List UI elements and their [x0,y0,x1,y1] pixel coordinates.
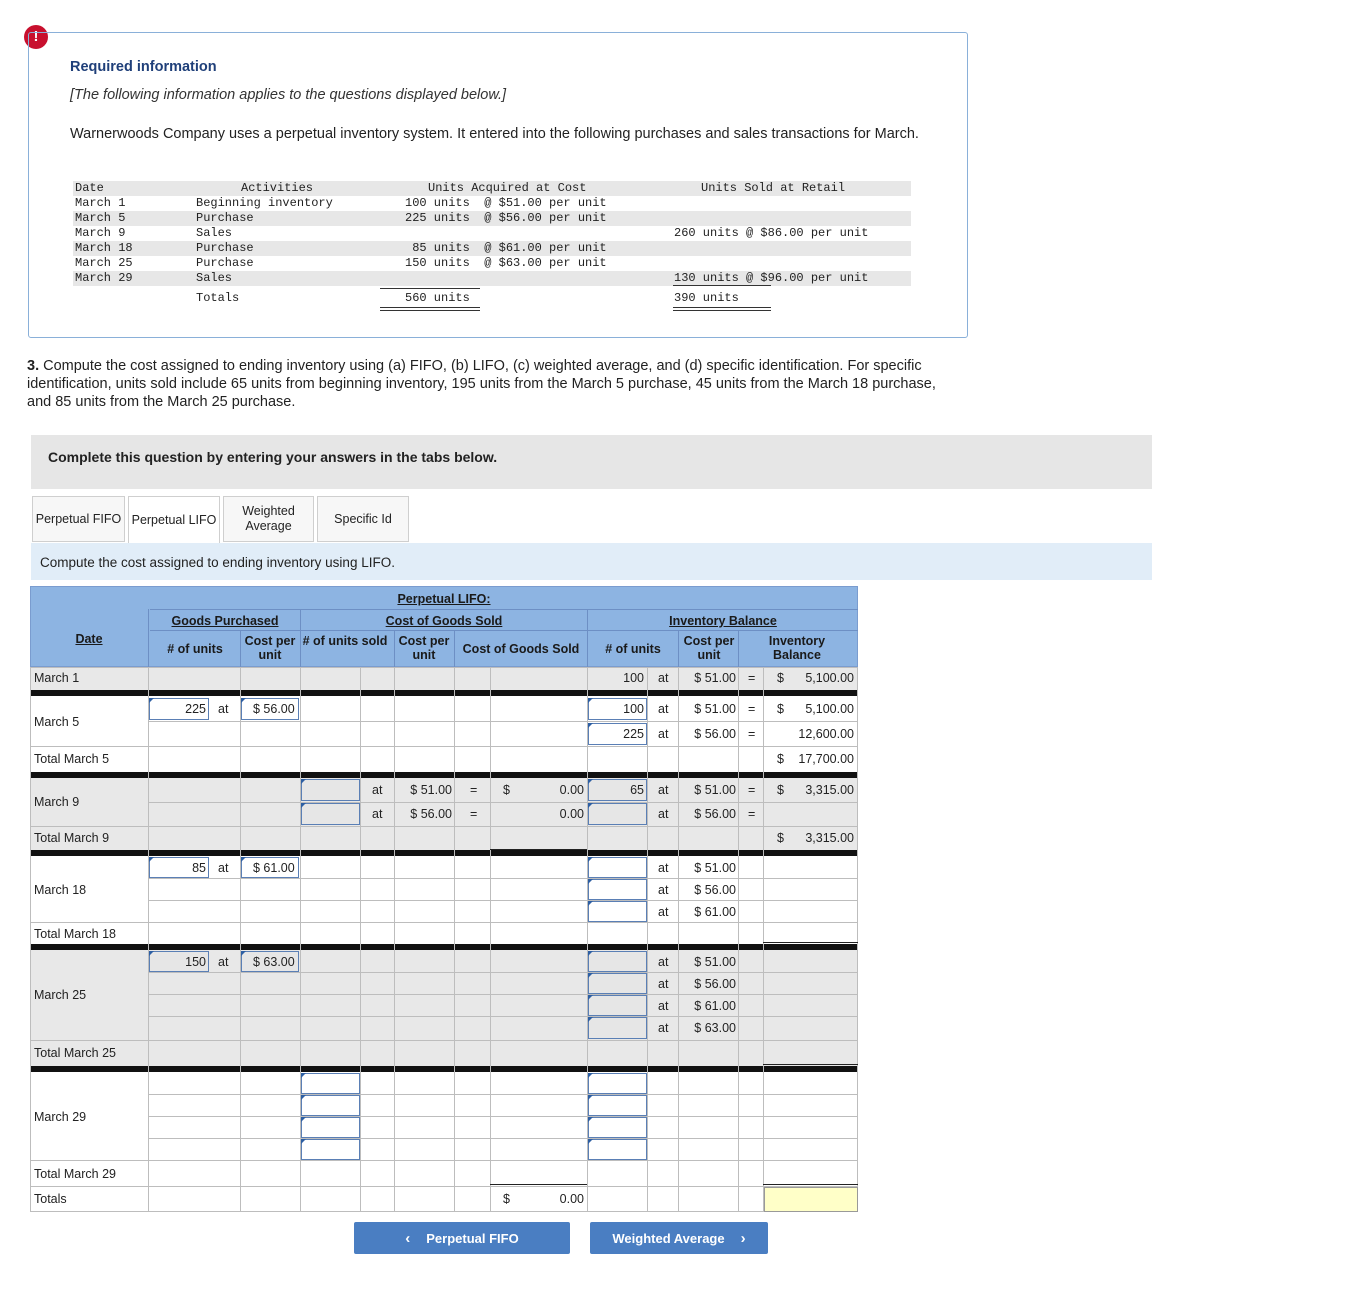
equals-label: = [470,783,478,797]
col-inv-cost-header: Cost per unit [683,634,735,662]
at-label: at [658,861,669,875]
trans-header-acquired: Units Acquired at Cost [428,181,587,195]
at-label: at [658,1021,669,1035]
trans-totals-sold: 390 units [674,291,739,305]
dollar-label: $ [777,831,784,845]
inventory-balance: 3,315.00 [805,783,854,797]
inventory-units-input[interactable] [588,1017,647,1039]
inventory-cost: $ 56.00 [694,883,736,897]
row-label: March 9 [34,795,80,809]
inventory-balance: 12,600.00 [798,727,854,741]
row-label: March 29 [34,1110,87,1124]
at-label: at [218,861,229,875]
at-label: at [658,977,669,991]
col-date-header: Date [75,632,103,646]
cogs-cost: $ 51.00 [410,783,452,797]
trans-row-date: March 25 [75,256,133,270]
inventory-units-input[interactable] [588,1095,647,1116]
at-label: at [658,807,669,821]
trans-row-activity: Sales [196,271,233,285]
total-inventory-balance: 17,700.00 [798,752,854,766]
inventory-units-input[interactable] [588,1073,647,1094]
inventory-cost: $ 56.00 [694,727,736,741]
units-sold-input[interactable] [301,1117,360,1138]
table-title: Perpetual LIFO: [397,592,491,606]
row-label: Total March 29 [34,1167,116,1181]
inventory-units: 100 [623,702,644,716]
col-inv-units-header: # of units [605,642,661,656]
cogs-amount: 0.00 [559,783,584,797]
trans-row-activity: Beginning inventory [196,196,333,210]
at-label: at [658,883,669,897]
row-label: March 18 [34,883,87,897]
equals-label: = [748,702,756,716]
inventory-units-input[interactable] [588,803,647,825]
trans-row-date: March 9 [75,226,126,240]
trans-row-activity: Purchase [196,256,254,270]
equals-label: = [470,807,478,821]
ending-inventory-total-input[interactable] [764,1187,858,1212]
row-label: March 25 [34,988,87,1002]
purchase-units: 85 [192,861,206,875]
trans-row-acquired: 225 units @ $56.00 per unit [405,211,607,225]
inventory-units: 225 [623,727,644,741]
dollar-label: $ [777,752,784,766]
purchase-cost: $ 56.00 [253,702,295,716]
col-pur-cost-header: Cost per unit [244,634,296,662]
at-label: at [372,783,383,797]
trans-totals-label: Totals [196,291,240,305]
inventory-cost: $ 51.00 [694,955,736,969]
inventory-cost: $ 51.00 [694,671,736,685]
col-pur-units-header: # of units [167,642,223,656]
inventory-units: 65 [630,783,644,797]
inventory-units: 100 [623,671,644,685]
inventory-cost: $ 56.00 [694,977,736,991]
trans-header-activities: Activities [241,181,314,195]
trans-row-date: March 18 [75,241,133,255]
equals-label: = [748,727,756,741]
row-label: March 1 [34,671,80,685]
at-label: at [218,702,229,716]
required-information-title: Required information [70,59,217,75]
cogs-cost: $ 56.00 [410,807,452,821]
trans-row-acquired: 100 units @ $51.00 per unit [405,196,607,210]
question-text [27,357,947,411]
equals-label: = [748,783,756,797]
inventory-cost: $ 51.00 [694,702,736,716]
inventory-units-input[interactable] [588,973,647,994]
inventory-balance: 5,100.00 [805,702,854,716]
inventory-balance-header: Inventory Balance [669,614,777,628]
trans-header-date: Date [75,181,104,195]
trans-row-acquired: 85 units @ $61.00 per unit [405,241,607,255]
row-label: Total March 9 [34,831,110,845]
at-label: at [658,783,669,797]
units-sold-input[interactable] [301,1073,360,1094]
inventory-cost: $ 56.00 [694,807,736,821]
dollar-label: $ [777,671,784,685]
chevron-left-icon: ‹ [405,1229,411,1247]
tab-panel-text: Compute the cost assigned to ending inventory using LIFO. [40,555,395,570]
required-information-box [28,32,968,338]
equals-label: = [748,671,756,685]
next-tab-button[interactable]: Weighted Average › [590,1222,768,1254]
col-cogs-header: Cost of Goods Sold [462,642,580,656]
question-body: Compute the cost assigned to ending inventory using (a) FIFO, (b) LIFO, (c) weighted average, and (d) specific identification. For specific identification, units sold include 65 units from beginning inventory, 195 units from the March 5 purchase, 45 units from the March 18 purchase, and 85 units from the March 25 purchase. [27,358,936,410]
col-cogs-cost-header: Cost per unit [398,634,450,662]
inventory-units-input[interactable] [588,879,647,900]
tab-panel-instruction [31,543,1152,580]
inventory-units-input[interactable] [588,951,647,972]
inventory-cost: $ 61.00 [694,905,736,919]
instruction-bar [31,435,1152,489]
dollar-label: $ [777,783,784,797]
trans-totals-acquired: 560 units [405,291,470,305]
units-sold-input[interactable] [301,803,360,825]
tab-perpetual-fifo[interactable]: Perpetual FIFO [32,496,125,542]
tab-perpetual-lifo[interactable]: Perpetual LIFO [128,496,220,544]
cogs-amount: 0.00 [559,807,584,821]
tab-weighted-average[interactable]: Weighted Average [223,496,314,542]
units-sold-input[interactable] [301,779,360,801]
inventory-units-input[interactable] [588,857,647,878]
total-cogs: 0.00 [559,1192,584,1206]
trans-row-date: March 5 [75,211,126,225]
dollar-label: $ [503,783,510,797]
purchase-units: 150 [185,955,206,969]
at-label: at [658,727,669,741]
inventory-cost: $ 51.00 [694,861,736,875]
intro-text: Warnerwoods Company uses a perpetual inventory system. It entered into the following purchases and sales transactions for March. [70,126,919,142]
row-label: Total March 25 [34,1046,116,1060]
purchase-cost: $ 63.00 [253,955,295,969]
at-label: at [218,955,229,969]
inventory-units-input[interactable] [588,1117,647,1138]
row-label: Total March 18 [34,927,116,941]
col-inv-balance-header: Inventory Balance [768,634,826,662]
inventory-units-input[interactable] [588,995,647,1016]
trans-row-sold: 260 units @ $86.00 per unit [674,226,869,240]
tab-specific-id[interactable]: Specific Id [317,496,409,542]
trans-row-activity: Sales [196,226,233,240]
row-label: Total March 5 [34,752,110,766]
chevron-right-icon: › [740,1229,746,1247]
row-label: March 5 [34,715,80,729]
units-sold-input[interactable] [301,1095,360,1116]
inventory-balance: 5,100.00 [805,671,854,685]
info-note: [The following information applies to the questions displayed below.] [70,87,507,103]
at-label: at [658,671,669,685]
units-sold-input[interactable] [301,1139,360,1160]
trans-row-date: March 29 [75,271,133,285]
trans-row-activity: Purchase [196,211,254,225]
instruction-text: Complete this question by entering your answers in the tabs below. [48,449,498,465]
at-label: at [658,999,669,1013]
equals-label: = [748,807,756,821]
inventory-units-input[interactable] [588,901,647,922]
row-label: Totals [34,1192,67,1206]
trans-header-sold: Units Sold at Retail [701,181,846,195]
cogs-header: Cost of Goods Sold [385,614,503,628]
trans-row-sold: 130 units @ $96.00 per unit [674,271,869,285]
at-label: at [658,955,669,969]
at-label: at [658,702,669,716]
goods-purchased-header: Goods Purchased [171,614,279,628]
inventory-cost: $ 51.00 [694,783,736,797]
at-label: at [372,807,383,821]
inventory-cost: $ 63.00 [694,1021,736,1035]
alert-icon: ! [24,25,48,49]
inventory-cost: $ 61.00 [694,999,736,1013]
dollar-label: $ [777,702,784,716]
trans-row-activity: Purchase [196,241,254,255]
question-number: 3. [27,358,40,374]
total-inventory-balance: 3,315.00 [805,831,854,845]
dollar-label: $ [503,1192,510,1206]
trans-row-date: March 1 [75,196,126,210]
purchase-units: 225 [185,702,206,716]
prev-tab-button[interactable]: ‹ Perpetual FIFO [354,1222,570,1254]
inventory-units-input[interactable] [588,1139,647,1160]
at-label: at [658,905,669,919]
purchase-cost: $ 61.00 [253,861,295,875]
perpetual-lifo-table [30,586,858,1212]
trans-row-acquired: 150 units @ $63.00 per unit [405,256,607,270]
col-units-sold-header: # of units sold [302,634,388,648]
